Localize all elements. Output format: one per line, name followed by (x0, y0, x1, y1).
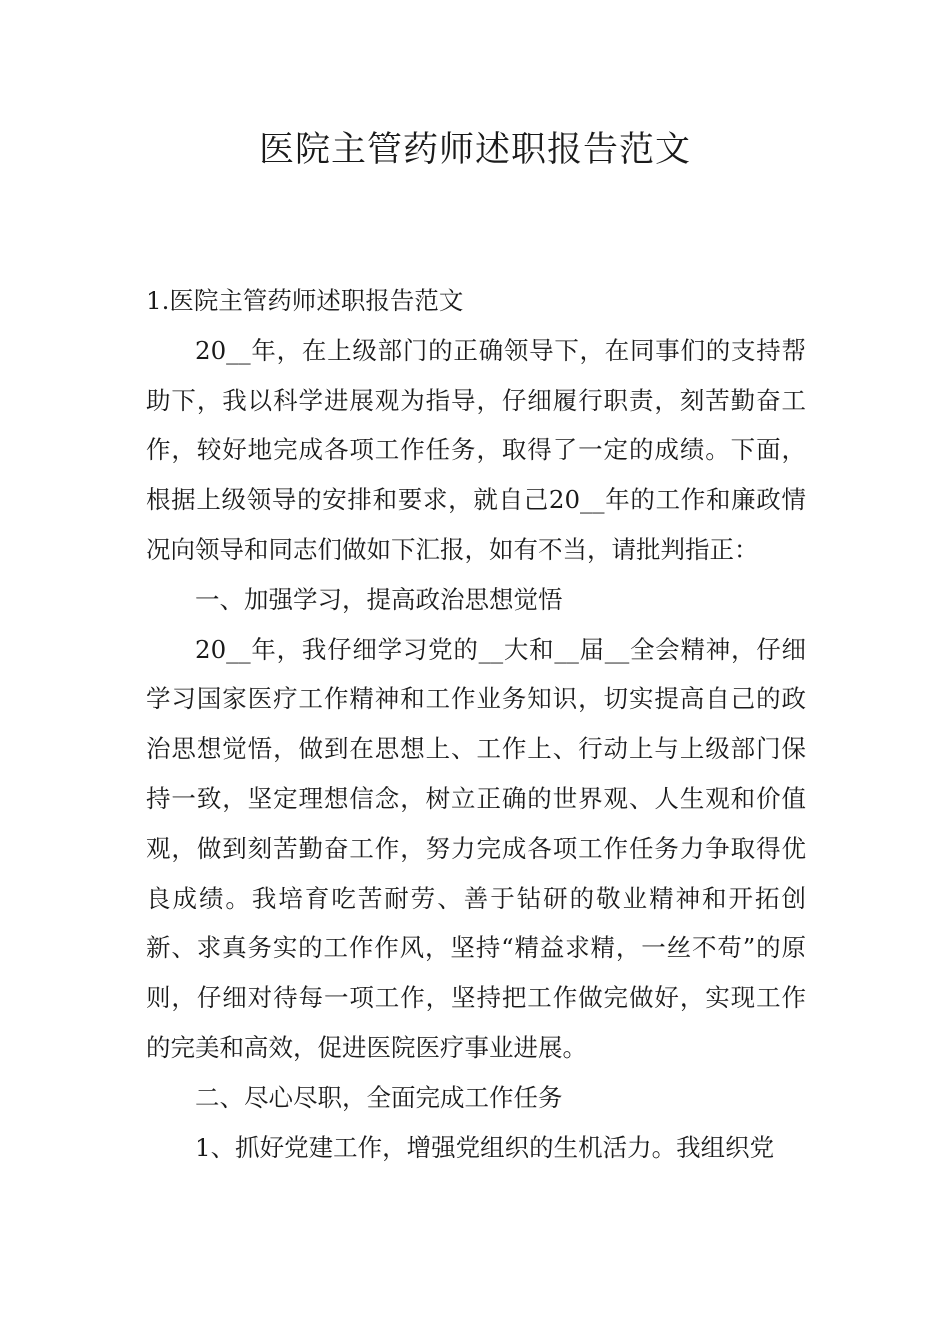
section-heading-1: 一、加强学习，提高政治思想觉悟 (195, 584, 563, 614)
paragraph-heading-1: 1.医院主管药师述职报告范文 (146, 286, 464, 315)
paragraph-intro: 20__年，在上级部门的正确领导下，在同事们的支持帮助下，我以科学进展观为指导，仔细履行职责，刻苦勤奋工作，较好地完成各项工作任务，取得了一定的成绩。下面，根据上级领导的安排和要求，就自己20__年的工作和廉政情况向领导和同志们做如下汇报，如有不当，请批判指正： (146, 335, 806, 564)
paragraph-study: 20__年，我仔细学习党的__大和__届__全会精神，仔细学习国家医疗工作精神和工作业务知识，切实提高自己的政治思想觉悟，做到在思想上、工作上、行动上与上级部门保持一致，坚定理想信念，树立正确的世界观、人生观和价值观，做到刻苦勤奋工作，努力完成各项工作任务力争取得优良成绩。我培育吃苦耐劳、善于钻研的敬业精神和开拓创新、求真务实的工作作风，坚持“精益求精，一丝不苟”的原则，仔细对待每一项工作，坚持把工作做完做好，实现工作的完美和高效，促进医院医疗事业进展。 (146, 634, 806, 1062)
section-heading-2: 二、尽心尽职，全面完成工作任务 (195, 1082, 563, 1112)
paragraph-party-work: 1、抓好党建工作，增强党组织的生机活力。我组织党 (195, 1132, 775, 1162)
document-body (146, 276, 806, 1172)
document-title: 医院主管药师述职报告范文 (258, 130, 691, 170)
